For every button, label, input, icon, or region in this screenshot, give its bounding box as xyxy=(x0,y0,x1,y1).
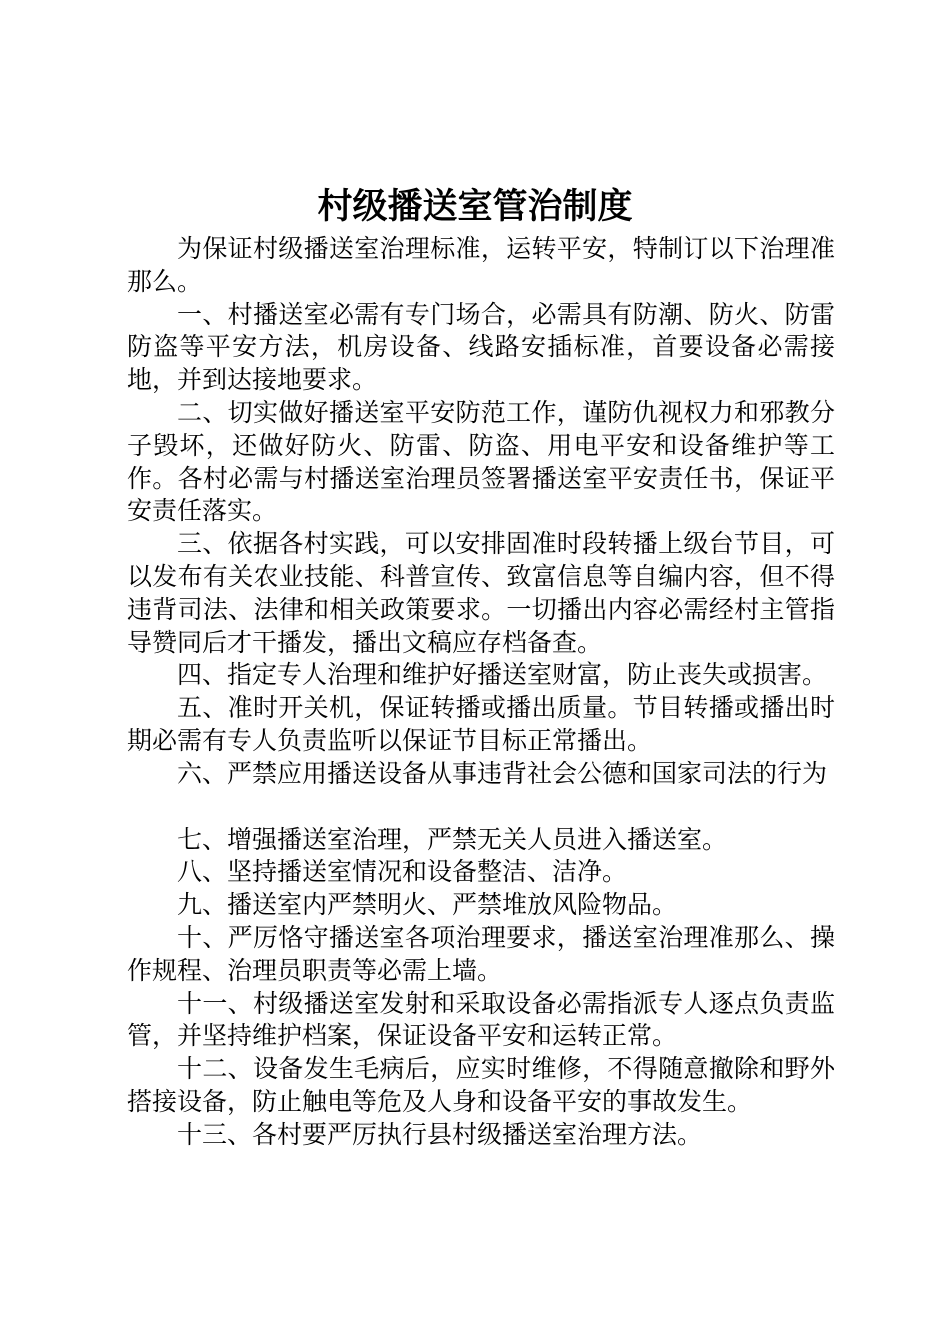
intro-paragraph: 为保证村级播送室治理标准，运转平安，特制订以下治理准那么。 xyxy=(127,234,835,296)
rule-3-paragraph: 三、依据各村实践，可以安排固准时段转播上级台节目，可以发布有关农业技能、科普宣传、致富信息等自编内容，但不得违背司法、法律和相关政策要求。一切播出内容必需经村主管指导赞同后才干播发，播出文稿应存档备查。 xyxy=(127,529,835,657)
rule-10-paragraph: 十、严厉恪守播送室各项治理要求，播送室治理准那么、操作规程、治理员职责等必需上墙。 xyxy=(127,922,835,985)
rule-9-paragraph: 九、播送室内严禁明火、严禁堆放风险物品。 xyxy=(177,890,678,920)
rule-1-paragraph: 一、村播送室必需有专门场合，必需具有防潮、防火、防雷防盗等平安方法，机房设备、线路安插标准，首要设备必需接地，并到达接地要求。 xyxy=(127,299,835,395)
rule-12-paragraph: 十二、设备发生毛病后，应实时维修，不得随意撤除和野外搭接设备，防止触电等危及人身和设备平安的事故发生。 xyxy=(127,1054,835,1116)
document-title: 村级播送室管治制度 xyxy=(317,186,633,227)
paragraph-spacer xyxy=(127,791,835,824)
rule-5-paragraph: 五、准时开关机，保证转播或播出质量。节目转播或播出时期必需有专人负责监听以保证节目标正常播出。 xyxy=(127,693,835,755)
rule-2-paragraph: 二、切实做好播送室平安防范工作，谨防仇视权力和邪教分子毁坏，还做好防火、防雷、防盗、用电平安和设备维护等工作。各村必需与村播送室治理员签署播送室平安责任书，保证平安责任落实。 xyxy=(127,397,835,526)
rule-6-paragraph: 六、严禁应用播送设备从事违背社会公德和国家司法的行为 xyxy=(177,758,828,788)
rule-8-paragraph: 八、坚持播送室情况和设备整洁、洁净。 xyxy=(177,857,628,887)
rule-11-paragraph: 十一、村级播送室发射和采取设备必需指派专人逐点负责监管，并坚持维护档案，保证设备平安和运转正常。 xyxy=(127,988,835,1051)
document-body xyxy=(127,233,835,1152)
rule-4-paragraph: 四、指定专人治理和维护好播送室财富，防止丧失或损害。 xyxy=(177,660,828,690)
rule-13-paragraph: 十三、各村要严厉执行县村级播送室治理方法。 xyxy=(177,1119,703,1149)
rule-7-paragraph: 七、增强播送室治理，严禁无关人员进入播送室。 xyxy=(177,824,728,854)
